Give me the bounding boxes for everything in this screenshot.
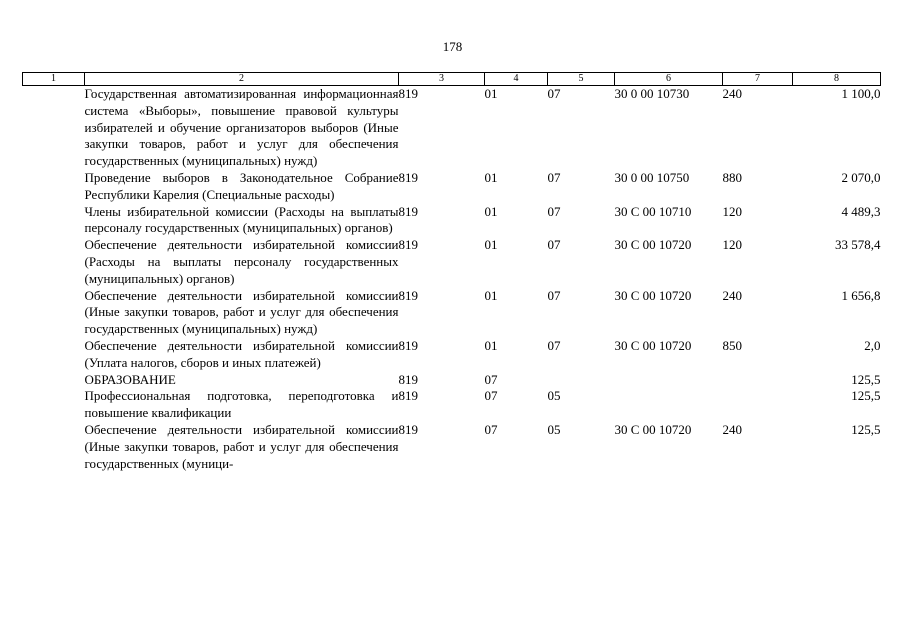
row-code-cell xyxy=(23,288,85,338)
target-item-code xyxy=(615,388,723,422)
target-item-code: 30 0 00 10750 xyxy=(614,169,690,185)
department-code: 819 xyxy=(398,388,418,404)
amount: 1 656,8 xyxy=(841,287,881,303)
subsection-code: 07 xyxy=(547,237,561,253)
table-row xyxy=(23,204,881,238)
row-code-cell xyxy=(23,86,85,170)
section-code: 01 xyxy=(484,86,498,101)
department-code: 819 xyxy=(398,169,418,185)
amount: 125,5 xyxy=(851,371,881,387)
row-name: Государственная автоматизированная информационная система «Выборы», повышение правовой культуры избирателей и обучение организаторов выборов (Иные закупки товаров, работ и услуг для обеспечения государственных (муниципальных) нужд) xyxy=(84,86,399,169)
expense-type-code: 880 xyxy=(722,169,742,185)
amount: 33 578,4 xyxy=(835,237,881,253)
row-name: ОБРАЗОВАНИЕ xyxy=(84,371,176,387)
expense-type-code xyxy=(723,388,793,422)
row-name: Обеспечение деятельности избирательной комиссии (Иные закупки товаров, работ и услуг для обеспечения государственных (муниципальных) нужд) xyxy=(84,287,399,337)
subsection-code: 07 xyxy=(547,169,561,185)
section-code: 01 xyxy=(484,337,498,353)
column-header: 4 xyxy=(485,73,548,86)
amount: 4 489,3 xyxy=(841,203,881,219)
section-code: 07 xyxy=(484,421,498,437)
amount: 125,5 xyxy=(851,388,881,404)
section-code: 01 xyxy=(484,169,498,185)
section-code: 01 xyxy=(484,287,498,303)
row-name: Профессиональная подготовка, переподготовка и повышение квалификации xyxy=(84,388,399,421)
column-header: 3 xyxy=(399,73,485,86)
amount: 2,0 xyxy=(864,337,881,353)
expense-type-code: 120 xyxy=(722,237,742,253)
row-code-cell xyxy=(23,170,85,204)
amount: 125,5 xyxy=(851,421,881,437)
department-code: 819 xyxy=(398,421,418,437)
department-code: 819 xyxy=(398,203,418,219)
table-row xyxy=(23,422,881,472)
section-code: 01 xyxy=(484,237,498,253)
table-row xyxy=(23,372,881,389)
row-code-cell xyxy=(23,422,85,472)
target-item-code: 30 С 00 10720 xyxy=(614,237,692,253)
column-header: 5 xyxy=(548,73,615,86)
expense-type-code: 850 xyxy=(722,337,742,353)
row-code-cell xyxy=(23,204,85,238)
target-item-code: 30 С 00 10720 xyxy=(614,421,692,437)
department-code: 819 xyxy=(398,86,418,101)
row-code-cell xyxy=(23,237,85,287)
department-code: 819 xyxy=(398,337,418,353)
row-name: Члены избирательной комиссии (Расходы на выплаты персоналу государственных (муниципальных) органов) xyxy=(84,203,399,236)
column-header: 1 xyxy=(23,73,85,86)
expense-type-code: 120 xyxy=(722,203,742,219)
page-number: 178 xyxy=(442,39,463,54)
subsection-code: 07 xyxy=(547,337,561,353)
amount: 2 070,0 xyxy=(841,169,881,185)
subsection-code: 07 xyxy=(547,86,561,101)
row-name: Обеспечение деятельности избирательной комиссии (Уплата налогов, сборов и иных платежей) xyxy=(84,337,399,370)
column-header: 7 xyxy=(723,73,793,86)
column-number-row xyxy=(23,73,881,86)
section-code: 07 xyxy=(484,371,498,387)
expense-type-code xyxy=(723,372,793,389)
table-row xyxy=(23,86,881,170)
row-name: Обеспечение деятельности избирательной комиссии (Иные закупки товаров, работ и услуг для обеспечения государственных (муници- xyxy=(84,421,399,471)
column-header: 2 xyxy=(85,73,399,86)
expense-type-code: 240 xyxy=(722,287,742,303)
expense-type-code: 240 xyxy=(722,86,742,101)
column-header: 6 xyxy=(615,73,723,86)
table-row xyxy=(23,388,881,422)
subsection-code: 05 xyxy=(547,388,561,404)
table-row xyxy=(23,170,881,204)
row-name: Проведение выборов в Законодательное Собрание Республики Карелия (Специальные расходы) xyxy=(84,169,399,202)
table-row xyxy=(23,237,881,287)
department-code: 819 xyxy=(398,371,418,387)
subsection-code: 05 xyxy=(547,421,561,437)
target-item-code: 30 С 00 10710 xyxy=(614,203,692,219)
target-item-code: 30 С 00 10720 xyxy=(614,287,692,303)
section-code: 01 xyxy=(484,203,498,219)
department-code: 819 xyxy=(398,287,418,303)
subsection-code: 07 xyxy=(547,203,561,219)
target-item-code: 30 0 00 10730 xyxy=(614,86,690,101)
table-row xyxy=(23,338,881,372)
expense-type-code: 240 xyxy=(722,421,742,437)
subsection-code: 07 xyxy=(547,287,561,303)
column-header: 8 xyxy=(793,73,881,86)
row-code-cell xyxy=(23,338,85,372)
subsection-code xyxy=(548,372,615,389)
row-code-cell xyxy=(23,372,85,389)
target-item-code xyxy=(615,372,723,389)
row-code-cell xyxy=(23,388,85,422)
target-item-code: 30 С 00 10720 xyxy=(614,337,692,353)
row-name: Обеспечение деятельности избирательной комиссии (Расходы на выплаты персоналу государственных (муниципальных) органов) xyxy=(84,237,399,286)
department-code: 819 xyxy=(398,237,418,253)
table-row xyxy=(23,288,881,338)
amount: 1 100,0 xyxy=(841,86,881,101)
section-code: 07 xyxy=(484,388,498,404)
budget-table xyxy=(22,72,881,472)
